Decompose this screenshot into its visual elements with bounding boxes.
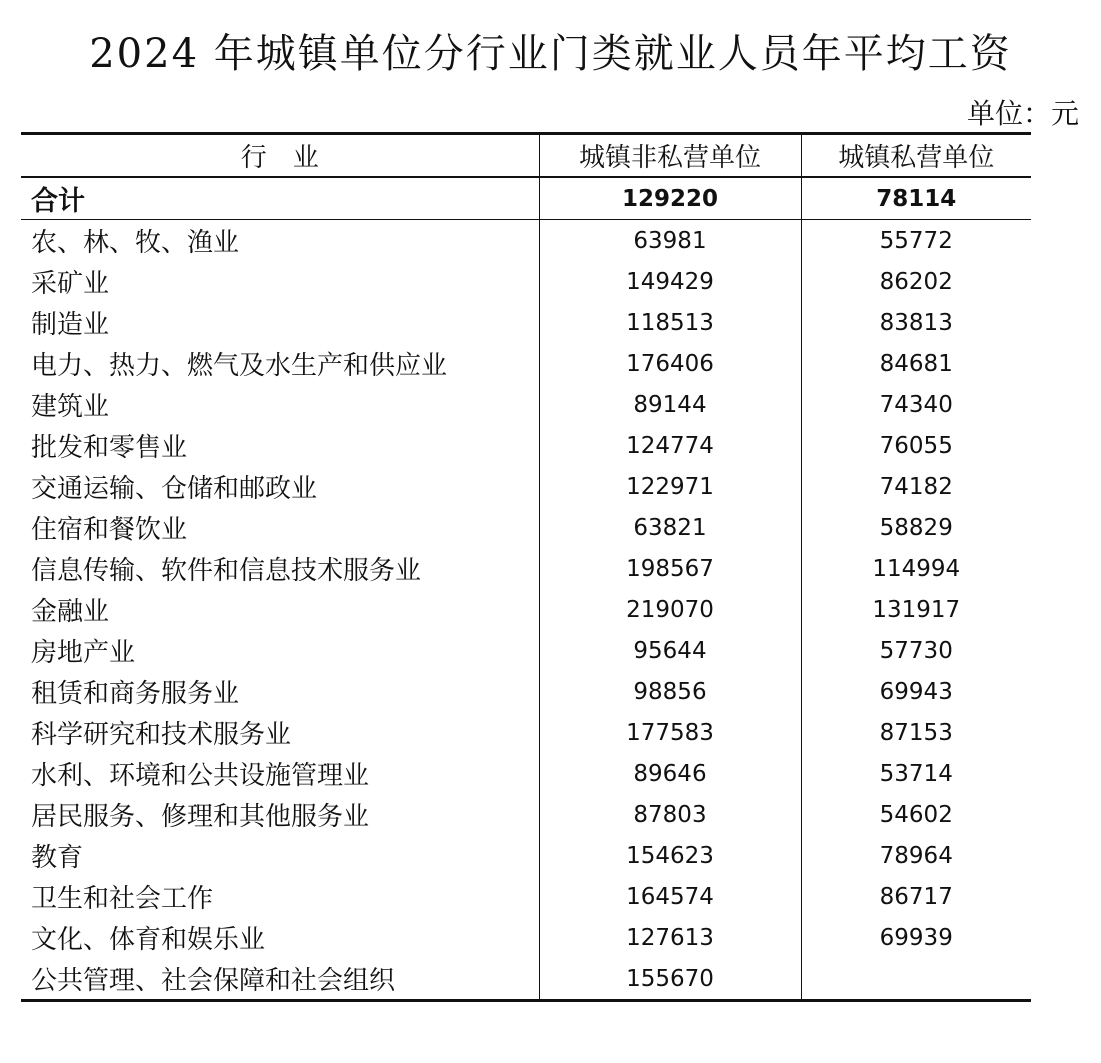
industry-name: 电力、热力、燃气及水生产和供应业	[31, 351, 448, 381]
non-private-wage: 63981	[539, 220, 801, 262]
private-wage: 69943	[801, 671, 1031, 712]
non-private-wage: 155670	[539, 958, 801, 1001]
industry-name: 科学研究和技术服务业	[31, 720, 292, 750]
private-wage: 54602	[801, 794, 1031, 835]
non-private-wage: 154623	[539, 835, 801, 876]
table-row	[21, 753, 1031, 794]
industry-name: 水利、环境和公共设施管理业	[31, 761, 370, 791]
table-row	[21, 794, 1031, 835]
header-row	[21, 134, 1031, 178]
non-private-wage: 124774	[539, 425, 801, 466]
table-row	[21, 917, 1031, 958]
industry-name: 采矿业	[31, 269, 110, 299]
non-private-wage: 127613	[539, 917, 801, 958]
table-row	[21, 384, 1031, 425]
industry-name: 批发和零售业	[31, 433, 188, 463]
industry-name: 金融业	[31, 597, 110, 627]
table-row	[21, 589, 1031, 630]
industry-name: 居民服务、修理和其他服务业	[31, 802, 370, 832]
industry-name: 农、林、牧、渔业	[31, 228, 240, 258]
industry-name: 公共管理、社会保障和社会组织	[31, 966, 396, 996]
non-private-wage: 177583	[539, 712, 801, 753]
unit-label: 单位：元	[966, 97, 1079, 130]
non-private-wage: 176406	[539, 343, 801, 384]
table-row	[21, 712, 1031, 753]
non-private-wage: 149429	[539, 261, 801, 302]
table-row	[21, 261, 1031, 302]
private-wage: 53714	[801, 753, 1031, 794]
non-private-wage: 95644	[539, 630, 801, 671]
table-row	[21, 425, 1031, 466]
non-private-wage: 87803	[539, 794, 801, 835]
table-row	[21, 876, 1031, 917]
table-row	[21, 671, 1031, 712]
private-wage: 69939	[801, 917, 1031, 958]
table-row	[21, 630, 1031, 671]
total-row	[21, 177, 1031, 220]
private-wage: 86717	[801, 876, 1031, 917]
private-wage: 74182	[801, 466, 1031, 507]
non-private-wage: 129220	[539, 177, 801, 220]
private-wage: 58829	[801, 507, 1031, 548]
non-private-wage: 89144	[539, 384, 801, 425]
header-non-private: 城镇非私营单位	[539, 134, 801, 178]
industry-name: 建筑业	[31, 392, 110, 422]
industry-name: 卫生和社会工作	[31, 884, 214, 914]
non-private-wage: 89646	[539, 753, 801, 794]
table-row	[21, 548, 1031, 589]
private-wage: 83813	[801, 302, 1031, 343]
private-wage: 86202	[801, 261, 1031, 302]
table-row	[21, 302, 1031, 343]
table-row	[21, 507, 1031, 548]
page-title: 2024 年城镇单位分行业门类就业人员年平均工资	[89, 31, 1012, 77]
industry-name: 房地产业	[31, 638, 136, 668]
header-private: 城镇私营单位	[801, 134, 1031, 178]
private-wage: 57730	[801, 630, 1031, 671]
table-row	[21, 835, 1031, 876]
private-wage: 87153	[801, 712, 1031, 753]
non-private-wage: 198567	[539, 548, 801, 589]
industry-name: 租赁和商务服务业	[31, 679, 240, 709]
table-row	[21, 220, 1031, 262]
industry-name: 交通运输、仓储和邮政业	[31, 474, 318, 504]
non-private-wage: 118513	[539, 302, 801, 343]
non-private-wage: 219070	[539, 589, 801, 630]
table-row	[21, 958, 1031, 1001]
private-wage: 114994	[801, 548, 1031, 589]
industry-name: 制造业	[31, 310, 110, 340]
private-wage: 131917	[801, 589, 1031, 630]
wage-table	[21, 132, 1031, 1002]
private-wage: 55772	[801, 220, 1031, 262]
header-industry: 行 业	[21, 134, 539, 178]
industry-name: 合计	[21, 177, 539, 220]
private-wage: 76055	[801, 425, 1031, 466]
industry-name: 住宿和餐饮业	[31, 515, 188, 545]
private-wage: 74340	[801, 384, 1031, 425]
industry-name: 信息传输、软件和信息技术服务业	[31, 556, 422, 586]
non-private-wage: 63821	[539, 507, 801, 548]
non-private-wage: 164574	[539, 876, 801, 917]
table-row	[21, 343, 1031, 384]
industry-name: 教育	[31, 843, 84, 873]
table-row	[21, 466, 1031, 507]
non-private-wage: 98856	[539, 671, 801, 712]
private-wage: 78114	[801, 177, 1031, 220]
private-wage	[801, 958, 1031, 1001]
industry-name: 文化、体育和娱乐业	[31, 925, 266, 955]
table-body	[21, 177, 1031, 1001]
private-wage: 84681	[801, 343, 1031, 384]
private-wage: 78964	[801, 835, 1031, 876]
non-private-wage: 122971	[539, 466, 801, 507]
